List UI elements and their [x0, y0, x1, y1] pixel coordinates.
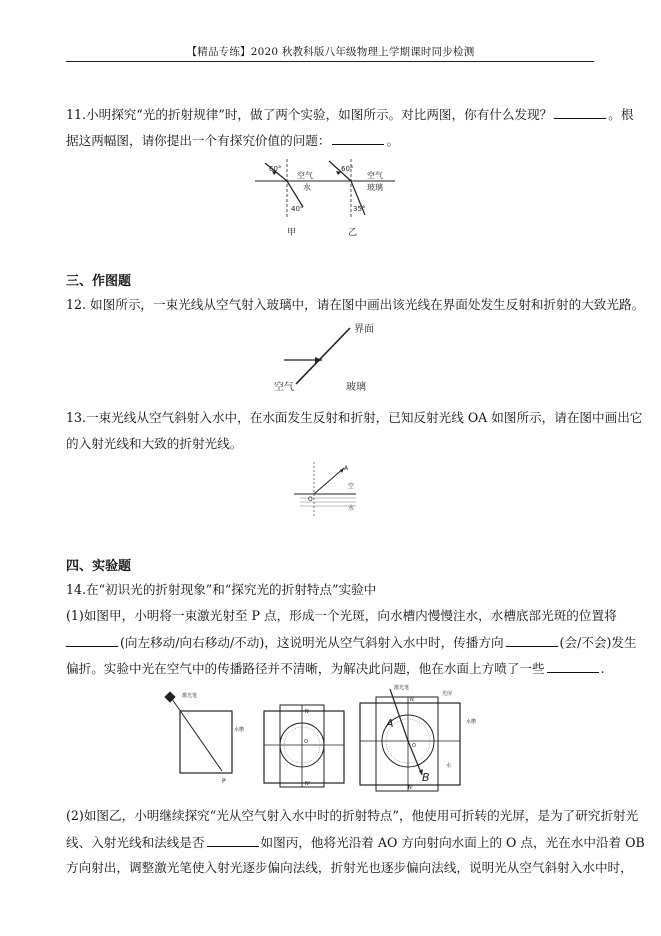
- q11-line-1: [66, 106, 634, 123]
- q11-text-a: 11.小明探究“光的折射规律”时，做了两个实验，如图所示。对比两图，你有什么发现？: [66, 107, 553, 122]
- yi-angle-in: 60°: [341, 165, 354, 173]
- q14-text-g: 线、入射光线和法线是否: [66, 835, 205, 850]
- q14-p1-line-2: [66, 634, 637, 651]
- jia-caption: 甲: [287, 228, 297, 238]
- q14-text-b: (向左移动/向右移动/不动)，这说明光从空气斜射入水中时，传播方向: [120, 635, 504, 650]
- jia-angle-out: 40°: [291, 205, 304, 213]
- page-header: 【精品专练】2020 秋教科版八年级物理上学期课时同步检测: [186, 46, 475, 58]
- q13-water-label: 水: [348, 505, 355, 512]
- header-divider: [66, 61, 594, 62]
- q11-text-b: 。根: [608, 107, 634, 122]
- q14-blank-3[interactable]: [547, 660, 599, 673]
- q13-point-o: O: [308, 496, 313, 503]
- q13-line-1: 13.一束光线从空气斜射入水中，在水面发生反射和折射，已知反射光线 OA 如图所示，请在图中画出它: [66, 410, 643, 425]
- q14-blank-4[interactable]: [207, 834, 259, 847]
- q14-bing-screen-label: 光屏: [442, 691, 453, 697]
- q14-blank-1[interactable]: [66, 634, 118, 647]
- section-4-title: 四、实验题: [66, 559, 132, 574]
- q14-text-e: 偏折。实验中光在空气中的传播路径并不清晰，为解决此问题，他在水面上方喷了一些: [66, 661, 545, 676]
- yi-caption: 乙: [348, 228, 358, 238]
- q13-figure: [290, 460, 365, 520]
- q14-yi-n-bottom: N': [305, 781, 311, 787]
- q14-p2-line-2: [66, 834, 645, 851]
- yi-angle-out: 35°: [353, 205, 366, 213]
- q14-bing-tank-label: 水槽: [466, 719, 477, 725]
- yi-medium-top: 空气: [367, 171, 383, 180]
- figure-jia: [255, 159, 327, 238]
- section-3-title: 三、作图题: [66, 274, 132, 289]
- q12-air-label: 空气: [274, 382, 294, 393]
- q14-text-d: (会/不会)发生: [559, 635, 637, 650]
- q14-figure-jia: [164, 691, 244, 785]
- q14-laser-label: 激光笔: [182, 693, 198, 699]
- jia-angle-in: 60°: [269, 165, 282, 173]
- q12-interface-label: 界面: [354, 324, 374, 335]
- q14-yi-point-o: O: [304, 739, 308, 745]
- yi-medium-bottom: 玻璃: [367, 183, 383, 192]
- q11-text-c: 据这两幅图，请你提出一个有探究价值的问题：: [66, 133, 331, 148]
- q14-p1-line-1: (1)如图甲，小明将一束激光射至 P 点，形成一个光斑，向水槽内慢慢注水，水槽底部光斑的位置将: [66, 608, 617, 623]
- q14-p2-line-3: 方向射出，调整激光笔使入射光逐步偏向法线，折射光也逐步偏向法线，说明光从空气斜射入水中时，: [66, 860, 633, 875]
- q11-blank-1[interactable]: [554, 106, 606, 119]
- q11-text-d: 。: [386, 133, 400, 148]
- q14-p2-line-1: (2)如图乙，小明继续探究“光从空气射入水中时的折射特点”，他使用可折转的光屏，是为了研究折射光: [66, 808, 639, 823]
- q14-bing-point-o: O: [412, 743, 416, 749]
- q14-water-tank-label: 水槽: [234, 727, 245, 733]
- q14-figure-yi: [264, 705, 344, 787]
- q14-text-f: .: [600, 661, 605, 676]
- q14-bing-n-bottom: N': [408, 785, 414, 791]
- jia-medium-bottom: 水: [303, 183, 311, 192]
- q13-point-a: A: [344, 465, 349, 472]
- q13-air-label: 空: [348, 483, 355, 490]
- q14-text-h: 如图丙，他将光沿着 AO 方向射向水面上的 O 点，光在水中沿着 OB: [260, 835, 645, 850]
- q14-bing-point-a: A: [386, 717, 394, 730]
- q12-glass-label: 玻璃: [346, 382, 366, 393]
- jia-medium-top: 空气: [297, 171, 313, 180]
- q12-text: 12. 如图所示，一束光线从空气射入玻璃中，请在图中画出该光线在界面处发生反射和折射的大致光路。: [66, 297, 645, 312]
- q14-bing-water-label: 水: [446, 763, 452, 769]
- q14-bing-laser: 激光笔: [394, 685, 410, 691]
- q12-figure: [270, 320, 390, 392]
- q11-figure: [255, 155, 415, 240]
- q14-intro: 14.在“初识光的折射现象”和“探究光的折射特点”实验中: [66, 582, 377, 597]
- q11-line-2: [66, 132, 601, 149]
- q13-line-2: 的入射光线和大致的折射光线。: [66, 436, 243, 451]
- q14-p1-line-3: [66, 660, 605, 677]
- figure-yi: [315, 159, 395, 238]
- q14-bing-n-top: N: [410, 697, 414, 703]
- q14-figure-bing: [360, 684, 476, 791]
- q14-bing-point-b: B: [422, 771, 430, 784]
- q14-blank-2[interactable]: [506, 634, 558, 647]
- q14-yi-n-top: N: [305, 709, 309, 715]
- q11-blank-2[interactable]: [332, 132, 384, 145]
- q14-point-p: P: [222, 778, 226, 785]
- q14-figures: [160, 685, 500, 795]
